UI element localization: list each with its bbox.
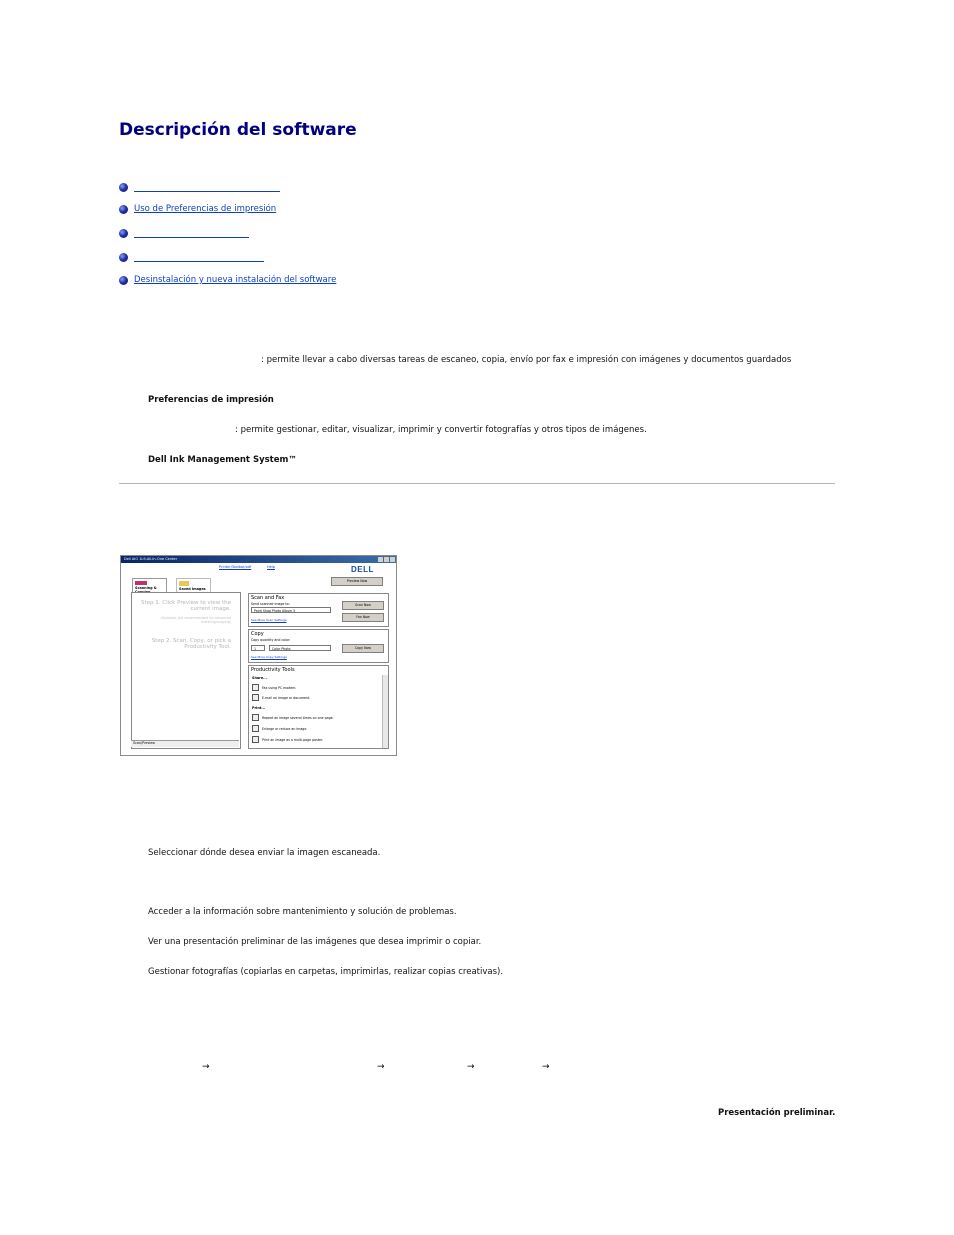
fax-icon [252,684,259,691]
dell-logo: DELL [351,565,374,574]
print-heading: Print... [252,706,266,710]
preview-now-button: Preview Now [331,577,383,586]
destination-select: Paint Shop Photo Album 5 [251,607,331,613]
window-controls [378,557,395,562]
copy-title: Copy [251,631,264,637]
menu-help: Help [267,565,275,569]
desc-photo-editor: : permite gestionar, editar, visualizar, imprimir y convertir fotografías y otros tipos de imágenes. [235,425,647,435]
heading-print-preferences: Preferencias de impresión [148,395,274,405]
bullet-icon [119,183,128,192]
copy-panel [248,629,389,663]
send-label: Send scanned image to: [251,602,290,606]
page-title: Descripción del software [119,120,357,140]
line-preview: Ver una presentación preliminar de las imágenes que desea imprimir o copiar. [148,937,482,947]
poster-icon [252,736,259,743]
fax-now-button: Fax Now [342,613,384,622]
repeat-icon [252,714,259,721]
share-heading: Share... [252,676,267,680]
bullet-icon [119,253,128,262]
desc-all-in-one-center: : permite llevar a cabo diversas tareas de escaneo, copia, envío por fax e impresión con imágenes y documentos guardados [261,355,792,365]
step-2-text: Step 2. Scan, Copy, or pick a Productivity Tool. [151,638,231,650]
toc-link-4[interactable] [134,252,264,262]
bullet-icon [119,205,128,214]
scanner-icon [135,581,147,585]
toc-item-1[interactable] [119,180,280,194]
line-scan-destination: Seleccionar dónde desea enviar la imagen escaneada. [148,848,381,858]
menu-printer: Printer/Toolbar/odf [219,565,252,569]
email-icon [252,694,259,701]
copy-quantity-label: Copy quantity and color: [251,638,291,642]
path-arrow-1: → [202,1062,210,1072]
software-screenshot [120,555,397,756]
toc-item-5[interactable] [119,273,336,287]
copy-now-button: Copy Now [342,644,384,653]
preview-label: Presentación preliminar. [718,1108,836,1118]
path-arrow-2: → [377,1062,385,1072]
step-1-text: Step 1. Click Preview to view the current image. [141,600,231,612]
line-maintenance: Acceder a la información sobre mantenimiento y solución de problemas. [148,907,457,917]
productivity-panel [248,665,389,749]
scan-fax-panel [248,593,389,627]
tab-scanning-copying: Scanning & [132,578,167,592]
scan-fax-title: Scan and Fax [251,595,285,601]
status-bar: Scan/Preview [131,740,239,747]
bullet-icon [119,229,128,238]
scan-now-button: Scan Now [342,601,384,610]
copy-quantity-field: 1 [251,645,265,651]
step-1-note: (Optional, but recommended for advanced scanning/copying) [160,616,231,624]
enlarge-icon [252,725,259,732]
toc-link-1[interactable] [134,182,280,192]
scan-settings-link: See More Scan Settings [251,618,287,622]
toc-item-4[interactable] [119,250,264,264]
productivity-title: Productivity Tools [251,667,295,673]
divider [119,483,835,484]
copy-color-select: Color Photo [269,645,331,651]
toc-link-3[interactable] [134,228,249,238]
tool-enlarge: Enlarge or reduce an image. [252,725,307,732]
path-arrow-3: → [467,1062,475,1072]
tool-email: E-mail an image or document. [252,694,310,701]
window-titlebar: Dell AIO 1L9-All-In-One Center [121,556,396,563]
scrollbar [382,675,388,748]
path-arrow-4: → [542,1062,550,1072]
toc-item-2[interactable] [119,202,276,216]
bullet-icon [119,276,128,285]
copy-settings-link: See More Copy Settings [251,655,287,659]
toc-link-print-preferences[interactable]: Uso de Preferencias de impresión [134,204,277,214]
heading-ink-management: Dell Ink Management System™ [148,455,297,465]
tab-saved-images: Saved Images [176,578,211,592]
folder-icon [179,581,189,586]
toc-link-uninstall[interactable]: Desinstalación y nueva instalación del software [134,275,337,285]
tool-poster: Print an image as a multi-page poster. [252,736,323,743]
toc-item-3[interactable] [119,226,249,240]
tool-fax-modem: Fax using PC modem. [252,684,296,691]
tool-repeat-image: Repeat an image several times on one page. [252,714,334,721]
line-photos: Gestionar fotografías (copiarlas en carpetas, imprimirlas, realizar copias creativas). [148,967,504,977]
